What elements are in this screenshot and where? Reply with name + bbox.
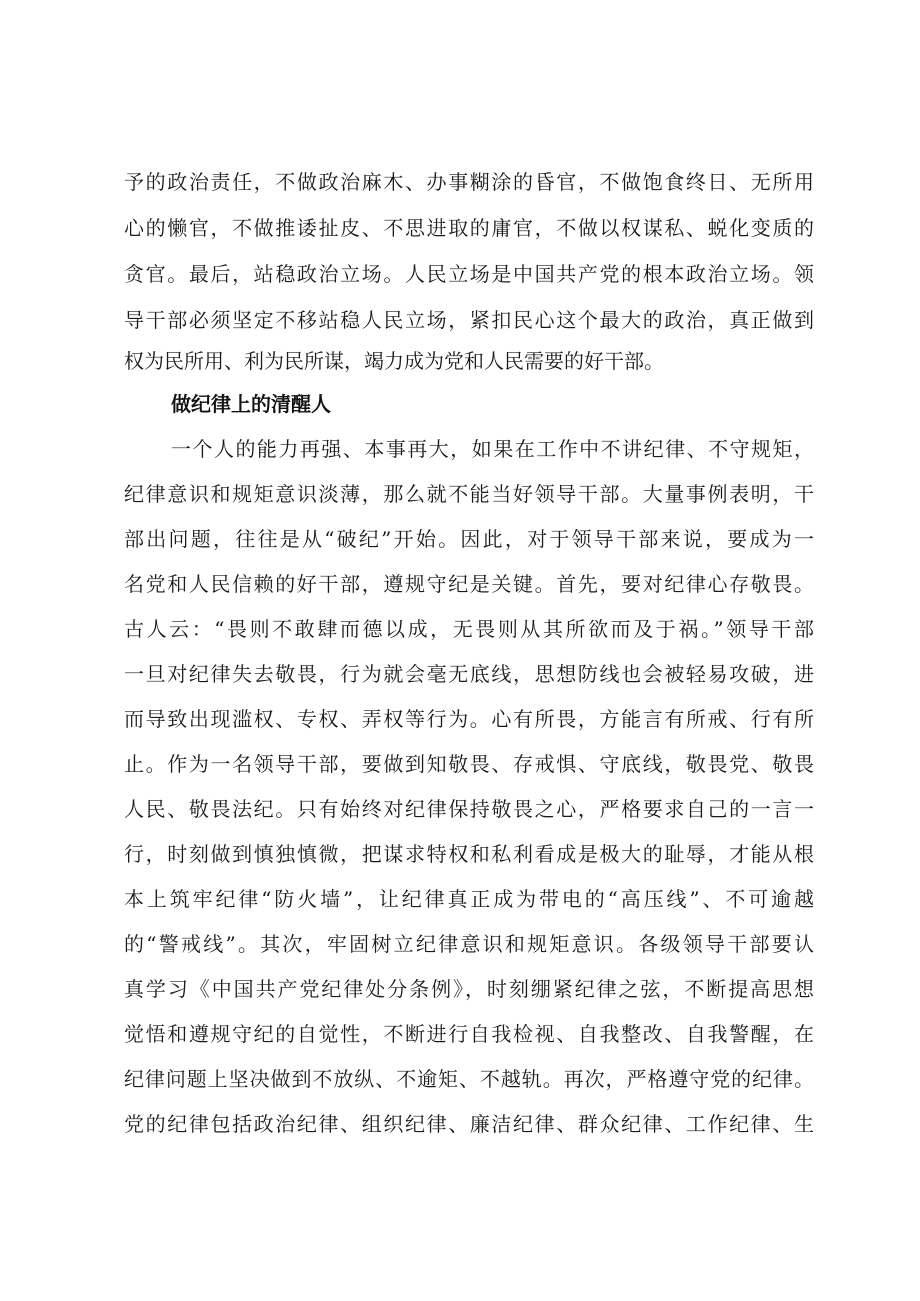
paragraph-2-line-4: 名党和人民信赖的好干部，遵规守纪是关键。首先，要对纪律心存敬畏。 [124, 572, 814, 596]
paragraph-2-line-6: 一旦对纪律失去敬畏，行为就会毫无底线，思想防线也会被轻易攻破，进 [124, 662, 814, 686]
paragraph-2-line-16: 党的纪律包括政治纪律、组织纪律、廉洁纪律、群众纪律、工作纪律、生 [124, 1112, 814, 1136]
paragraph-1-line-1: 予的政治责任，不做政治麻木、办事糊涂的昏官，不做饱食终日、无所用 [124, 170, 814, 194]
paragraph-2-line-10: 行，时刻做到慎独慎微，把谋求特权和私利看成是极大的耻辱，才能从根 [124, 842, 814, 866]
paragraph-2-line-11: 本上筑牢纪律“防火墙”，让纪律真正成为带电的“高压线”、不可逾越 [124, 887, 814, 911]
paragraph-2-line-8: 止。作为一名领导干部，要做到知敬畏、存戒惧、守底线，敬畏党、敬畏 [124, 752, 814, 776]
paragraph-2-line-3: 部出问题，往往是从“破纪”开始。因此，对于领导干部来说，要成为一 [124, 527, 814, 551]
paragraph-2-line-9: 人民、敬畏法纪。只有始终对纪律保持敬畏之心，严格要求自己的一言一 [124, 797, 814, 821]
paragraph-1-line-5: 权为民所用、利为民所谋，竭力成为党和人民需要的好干部。 [124, 349, 664, 373]
paragraph-2-line-5: 古人云：“畏则不敢肆而德以成，无畏则从其所欲而及于祸。”领导干部 [124, 617, 814, 641]
paragraph-2-line-12: 的“警戒线”。其次，牢固树立纪律意识和规矩意识。各级领导干部要认 [124, 932, 814, 956]
paragraph-1-line-2: 心的懒官，不做推诿扯皮、不思进取的庸官，不做以权谋私、蜕化变质的 [124, 216, 814, 240]
paragraph-2-line-1: 一个人的能力再强、本事再大，如果在工作中不讲纪律、不守规矩， [171, 437, 814, 461]
paragraph-2-line-13: 真学习《中国共产党纪律处分条例》，时刻绷紧纪律之弦，不断提高思想 [124, 977, 814, 1001]
paragraph-2-line-14: 觉悟和遵规守纪的自觉性，不断进行自我检视、自我整改、自我警醒，在 [124, 1022, 814, 1046]
paragraph-2-line-2: 纪律意识和规矩意识淡薄，那么就不能当好领导干部。大量事例表明，干 [124, 482, 814, 506]
paragraph-1-line-4: 导干部必须坚定不移站稳人民立场，紧扣民心这个最大的政治，真正做到 [124, 308, 814, 332]
paragraph-1-line-3: 贪官。最后，站稳政治立场。人民立场是中国共产党的根本政治立场。领 [124, 262, 814, 286]
section-heading: 做纪律上的清醒人 [171, 392, 331, 416]
paragraph-2-line-7: 而导致出现滥权、专权、弄权等行为。心有所畏，方能言有所戒、行有所 [124, 707, 814, 731]
paragraph-2-line-15: 纪律问题上坚决做到不放纵、不逾矩、不越轨。再次，严格遵守党的纪律。 [124, 1067, 814, 1091]
